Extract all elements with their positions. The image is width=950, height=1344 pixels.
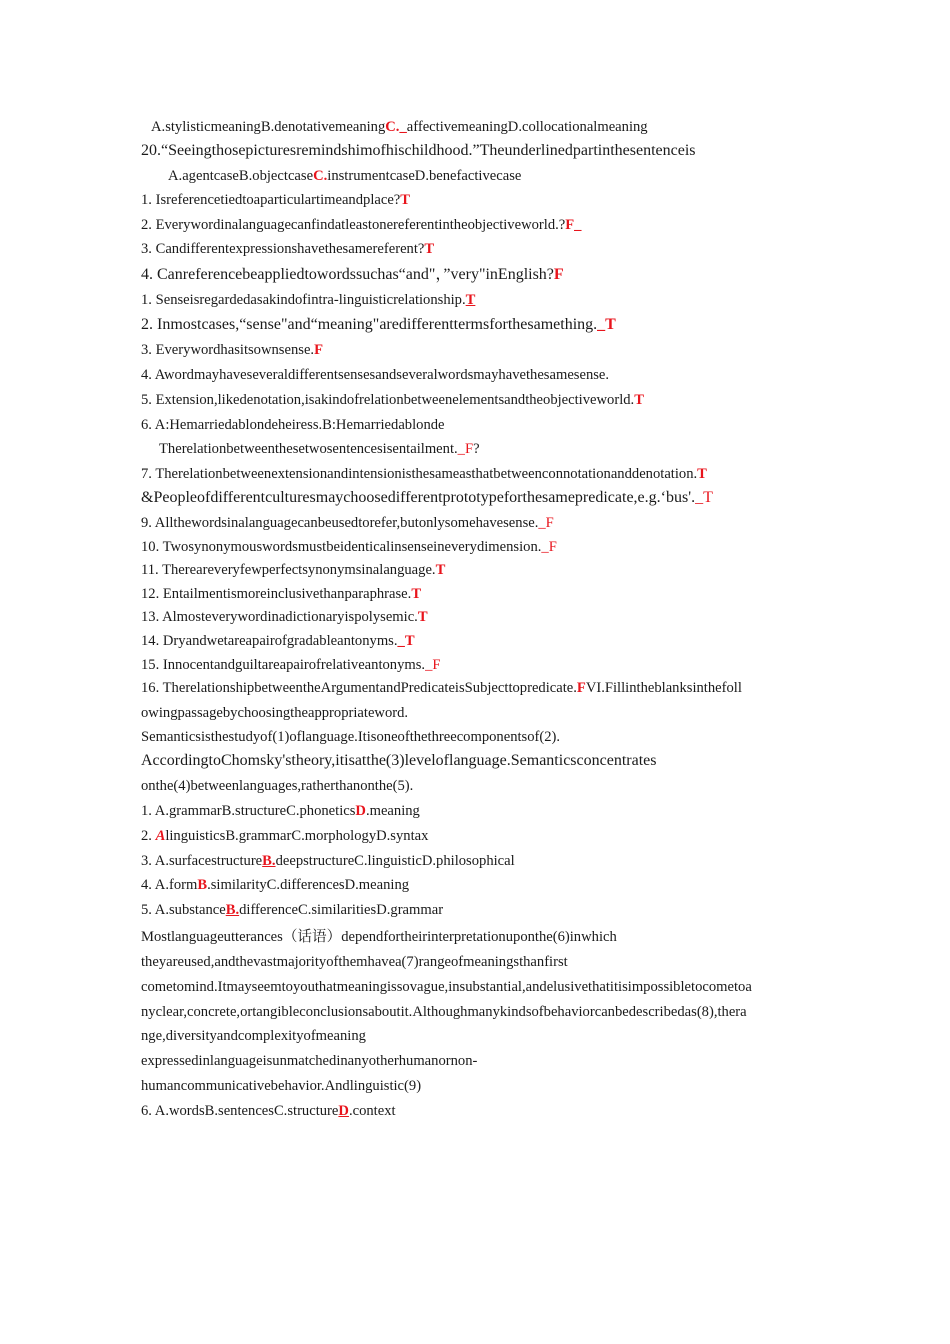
- answer-mark: _F: [457, 441, 474, 457]
- passage-line: nyclear,concrete,ortangibleconclusionsaboutit.Althoughmanykindsofbehaviorcanbedescribedas(8),thera: [141, 1004, 747, 1020]
- passage-line: cometomind.Itmayseemtoyouthatmeaningissovague,insubstantial,andelusivethatitisimpossibletocometoa: [141, 979, 752, 995]
- answer-mark: T: [417, 609, 428, 625]
- sense-q10: 10. Twosynonymouswordsmustbeidenticalinsenseineverydimension._F: [141, 539, 557, 555]
- answer-mark: F_: [565, 217, 582, 233]
- sense-q12: 12. Entailmentismoreinclusivethanparaphrase.T: [141, 586, 422, 602]
- reference-q1: 1. Isreferencetiedtoaparticulartimeandplace?T: [141, 192, 411, 208]
- answer-mark: T: [634, 392, 644, 408]
- answer-mark: _F: [538, 515, 554, 531]
- answer-mark: D: [338, 1103, 349, 1119]
- answer-mark: T: [435, 562, 446, 578]
- reference-q4: 4. Canreferencebeappliedtowordssuchas“and"，”very"inEnglish?F: [141, 266, 564, 283]
- q19-options: A.stylisticmeaningB.denotativemeaningC._affectivemeaningD.collocationalmeaning: [151, 119, 648, 135]
- answer-mark: B.: [225, 902, 240, 918]
- sense-q7: 7. Therelationbetweenextensionandintensionisthesameasthatbetweenconnotationanddenotation.T: [141, 466, 707, 482]
- reference-q3: 3. Candifferentexpressionshavethesamereferent?T: [141, 241, 435, 257]
- sense-q1: 1. Senseisregardedasakindofintra-linguisticrelationship.T: [141, 292, 476, 308]
- answer-mark: _F: [425, 657, 441, 673]
- q20-options: A.agentcaseB.objectcaseC.instrumentcaseD.benefactivecase: [168, 168, 522, 184]
- sense-q3: 3. Everywordhasitsownsense.F: [141, 342, 323, 358]
- sense-q11: 11. Thereareveryfewperfectsynonymsinalanguage.T: [141, 562, 446, 578]
- sense-q4: 4. Awordmayhaveseveraldifferentsensesandseveralwordsmayhavethesamesense.: [141, 367, 610, 383]
- answer-mark: B: [197, 877, 208, 893]
- answer-mark: _T: [695, 489, 713, 506]
- answer-mark: _T: [597, 316, 616, 333]
- blank-options-3: 3. A.surfacestructureB.deepstructureC.linguisticD.philosophical: [141, 853, 515, 869]
- passage-line: expressedinlanguageisunmatchedinanyotherhumanornon-: [141, 1053, 478, 1069]
- passage-line: AccordingtoChomsky'stheory,itisatthe(3)leveloflanguage.Semanticsconcentrates: [141, 752, 657, 769]
- sense-q6: 6. A:Hemarriedablondeheiress.B:Hemarriedablonde: [141, 417, 445, 433]
- sense-q14: 14. Dryandwetareapairofgradableantonyms._T: [141, 633, 415, 649]
- answer-mark: D: [355, 803, 366, 819]
- answer-mark: T: [411, 586, 422, 602]
- passage-line: Mostlanguageutterances（话语）dependfortheirinterpretationuponthe(6)inwhich: [141, 929, 617, 945]
- answer-mark: T: [697, 466, 707, 482]
- sense-q2: 2. Inmostcases,“sense"and“meaning"aredifferenttermsforthesamething._T: [141, 316, 616, 333]
- sense-q15: 15. Innocentandguiltareapairofrelativeantonyms._F: [141, 657, 441, 673]
- answer-mark: C._: [385, 119, 407, 135]
- answer-mark: _F: [541, 539, 557, 555]
- answer-mark: A: [155, 828, 166, 844]
- passage-line: theyareused,andthevastmajorityofthemhavea(7)rangeofmeaningsthanfirst: [141, 954, 568, 970]
- sense-q9: 9. Allthewordsinalanguagecanbeusedtorefer,butonlysomehavesense._F: [141, 515, 554, 531]
- answer-mark: T: [424, 241, 435, 257]
- answer-mark: F: [553, 266, 564, 283]
- blank-options-5: 5. A.substanceB.differenceC.similaritiesD.grammar: [141, 902, 444, 918]
- sense-q16: 16. TherelationshipbetweentheArgumentandPredicateisSubjecttopredicate.FVI.Fillintheblanksinthefoll: [141, 680, 742, 696]
- passage-line: onthe(4)betweenlanguages,ratherthanonthe(5).: [141, 778, 414, 794]
- blank-options-2: 2. AlinguisticsB.grammarC.morphologyD.syntax: [141, 828, 429, 844]
- answer-mark: _T: [397, 633, 415, 649]
- q20-stem: 20.“Seeingthosepicturesremindshimofhischildhood.”Theunderlinedpartinthesentenceis: [141, 142, 696, 159]
- answer-mark: T: [465, 292, 476, 308]
- sense-q5: 5. Extension,likedenotation,isakindofrelationbetweenelementsandtheobjectiveworld.T: [141, 392, 644, 408]
- sense-q13: 13. Almosteverywordinadictionaryispolysemic.T: [141, 609, 428, 625]
- blank-options-1: 1. A.grammarB.structureC.phoneticsD.meaning: [141, 803, 420, 819]
- sense-q8: &Peopleofdifferentculturesmaychoosedifferentprototypeforthesamepredicate,e.g.‘bus'._T: [141, 489, 713, 506]
- answer-mark: T: [400, 192, 411, 208]
- reference-q2: 2. Everywordinalanguagecanfindatleastonereferentintheobjectiveworld.?F_: [141, 217, 582, 233]
- passage-line: nge,diversityandcomplexityofmeaning: [141, 1028, 366, 1044]
- answer-mark: B.: [262, 853, 276, 869]
- answer-mark: F: [576, 680, 586, 696]
- passage-line: humancommunicativebehavior.Andlinguistic(9): [141, 1078, 422, 1094]
- sense-q6-continued: Therelationbetweenthesetwosentencesisentailment._F?: [159, 441, 480, 457]
- answer-mark: C.: [313, 168, 328, 184]
- section-vi-instruction: owingpassagebychoosingtheappropriateword.: [141, 705, 409, 721]
- answer-mark: F: [314, 342, 323, 358]
- blank-options-4: 4. A.formB.similarityC.differencesD.meaning: [141, 877, 410, 893]
- blank-options-6: 6. A.wordsB.sentencesC.structureD.context: [141, 1103, 396, 1119]
- passage-line: Semanticsisthestudyof(1)oflanguage.Itisoneofthethreecomponentsof(2).: [141, 729, 561, 745]
